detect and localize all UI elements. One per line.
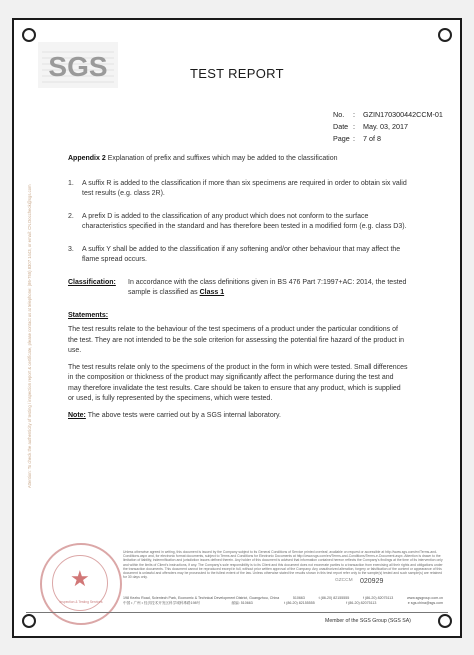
address-text: 中国 • 广州 • 经济技术开发区科学城科珠路198号 <box>123 601 201 605</box>
punch-hole-bottom-left <box>22 614 36 628</box>
meta-value: 7 of 8 <box>363 134 381 143</box>
address-fax: f (86-20) 82075113 <box>362 596 394 600</box>
serial-number: 020929 <box>360 578 384 585</box>
statement-paragraph: The test results relate only to the specimens of the product in the form in which were tested. Small differences in the composition or thickness of the product may significantly affect the performance during the test and may therefore invalidate the test results. Care should be taken to ensure that any product, which is supplied or used, is fully represented by the specimens, which were tested. <box>68 363 408 402</box>
meta-value: GZIN170300442CCM-01 <box>363 110 443 119</box>
report-meta <box>333 109 443 145</box>
appendix-item-text: A suffix Y shall be added to the classification if any softening and/or other behaviour that may affect the flame spread occurs. <box>82 245 401 263</box>
appendix-item-number: 2. <box>68 212 74 220</box>
legal-disclaimer: Unless otherwise agreed in writing, this document is issued by the Company subject to its General Conditions of Service printed overleaf, available on request or accessible at http://www.sgs.com/en/Terms-and-Conditions.aspx and, for electronic format documents, subject to Terms and Conditions for Electronic Documents at http://www.sgs.com/en/Terms-and-Conditions/Terms-e-Document.aspx. Attention is drawn to the limitation of liability, indemnification and jurisdiction issues defined therein. Any holder of this document is advised that information contained hereon reflects the Company's findings at the time of its intervention only and within the limits of Client's instructions, if any. The Company's sole responsibility is to its Client and this document does not exonerate parties to a transaction from exercising all their rights and obligations under the transaction documents. This document cannot be reproduced except in full, without prior written approval of the Company. Any unauthorized alteration, forgery or falsification of the content or appearance of this document is unlawful and offenders may be prosecuted to the fullest extent of the law. Unless otherwise stated the results shown in this test report refer only to the sample(s) tested and such sample(s) are retained for 30 days only. <box>123 550 443 580</box>
address-phone: t (86-20) 82155555 <box>284 601 315 605</box>
appendix-item-text: A prefix D is added to the classification of any product which does not conform to the surface characteristics specified in the standard and has therefore been tested in a modified form (e.g. class D3). <box>82 212 407 230</box>
meta-row-date: Date : May. 03, 2017 <box>333 122 409 131</box>
appendix-item-text: A suffix R is added to the classification if more than six specimens are required in order to obtain six valid test results (e.g. class 2R). <box>82 179 407 197</box>
address-email: e sgs.china@sgs.com <box>407 601 443 605</box>
classification-text: In accordance with the class definitions given in BS 476 Part 7:1997+AC: 2014, the tested sample is classified as <box>128 278 407 296</box>
appendix-item <box>68 212 408 233</box>
meta-row-page: Page : 7 of 8 <box>333 134 381 143</box>
address-line-cn <box>123 601 443 606</box>
meta-row-number: No. : GZIN170300442CCM-01 <box>333 110 443 119</box>
star-icon: ★ <box>70 566 90 591</box>
punch-hole-top-right <box>438 28 452 42</box>
meta-label: Page <box>333 134 350 143</box>
classification-body <box>128 278 408 299</box>
address-phone: t (86-20) 82155555 <box>318 596 350 600</box>
note-label: Note: <box>68 411 86 419</box>
appendix-item <box>68 245 408 266</box>
meta-label: No. <box>333 110 345 119</box>
appendix-item-number: 3. <box>68 245 74 253</box>
svg-text:SGS: SGS <box>48 51 108 82</box>
sgs-logo <box>38 42 118 88</box>
sgs-member-line: Member of the SGS Group (SGS SA) <box>325 618 411 624</box>
company-address <box>123 596 443 606</box>
punch-hole-top-left <box>22 28 36 42</box>
appendix-item-number: 1. <box>68 179 74 187</box>
classification-value: Class 1 <box>199 289 225 296</box>
address-zip: 邮编: 510663 <box>231 601 253 605</box>
classification <box>68 278 408 299</box>
classification-label: Classification: <box>68 278 116 286</box>
appendix-item <box>68 179 408 200</box>
meta-label: Date <box>333 122 349 131</box>
appendix-heading: Appendix 2 <box>68 155 106 162</box>
note <box>68 411 408 422</box>
report-title: TEST REPORT <box>190 66 284 81</box>
footer-divider <box>26 612 448 613</box>
meta-value: May. 03, 2017 <box>363 122 409 131</box>
address-web: www.sgsgroup.com.cn <box>407 596 443 600</box>
appendix-intro <box>68 154 408 165</box>
report-content <box>68 154 408 421</box>
statement-paragraph: The test results relate to the behaviour of the test specimens of a product under the particular conditions of the test. They are not intended to be the sole criterion for assessing the potential fire hazard of the product in use. <box>68 326 405 354</box>
statements-heading: Statements: <box>68 311 109 319</box>
reference-code: GZCCM <box>335 578 353 583</box>
appendix-intro-text: Explanation of prefix and suffixes which may be added to the classification <box>107 155 338 162</box>
address-zip: 510663 <box>292 596 305 600</box>
authenticity-notice-text: Attention: To check the authenticity of testing / inspection report & certificate, please contact us at telephone: (86-755) 8307 1443, or email: CN.Doccheck@sgs.com <box>27 184 32 488</box>
note-text: The above tests were carried out by a SGS internal laboratory. <box>87 411 281 419</box>
address-fax: f (86-20) 82075113 <box>346 601 377 605</box>
authenticity-notice <box>25 100 35 490</box>
punch-hole-bottom-right <box>438 614 452 628</box>
address-text: 198 Kezhu Road, Scientech Park, Economic & Technical Development District, Guangzhou, China <box>123 596 280 600</box>
stamp-text: Inspection & Testing Services <box>59 600 103 604</box>
